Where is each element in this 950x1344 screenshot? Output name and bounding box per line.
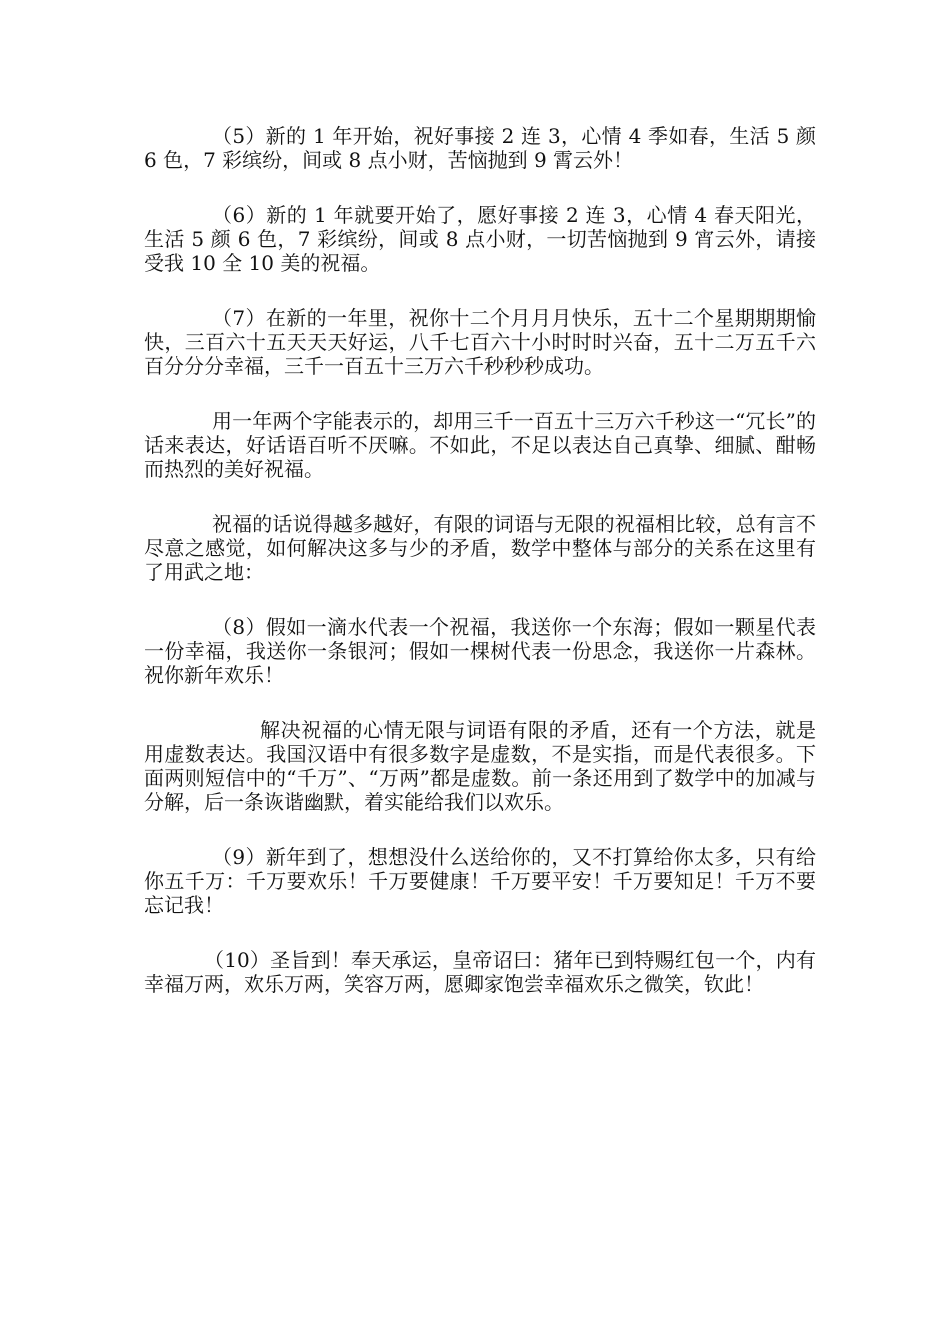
paragraph-7: （7）在新的一年里，祝你十二个月月月快乐，五十二个星期期期愉快，三百六十五天天天好运，八千七百六十小时时时兴奋，五十二万五千六百分分分幸福，三千一百五十三万六千秒秒秒成功。 (144, 306, 816, 378)
paragraph-9: （9）新年到了，想想没什么送给你的，又不打算给你太多，只有给你五千万：千万要欢乐！千万要健康！千万要平安！千万要知足！千万不要忘记我！ (144, 845, 816, 917)
paragraph-commentary-3: 解决祝福的心情无限与词语有限的矛盾，还有一个方法，就是用虚数表达。我国汉语中有很多数字是虚数，不是实指，而是代表很多。下面两则短信中的“千万”、“万两”都是虚数。前一条还用到了数学中的加减与分解，后一条诙谐幽默，着实能给我们以欢乐。 (144, 718, 816, 814)
paragraph-commentary-1: 用一年两个字能表示的，却用三千一百五十三万六千秒这一“冗长”的话来表达，好话语百听不厌嘛。不如此，不足以表达自己真挚、细腻、酣畅而热烈的美好祝福。 (144, 409, 816, 481)
paragraph-10: （10）圣旨到！奉天承运，皇帝诏曰：猪年已到特赐红包一个，内有幸福万两，欢乐万两，笑容万两，愿卿家饱尝幸福欢乐之微笑，钦此！ (144, 948, 816, 996)
document-body (144, 124, 816, 1027)
paragraph-commentary-2: 祝福的话说得越多越好，有限的词语与无限的祝福相比较，总有言不尽意之感觉，如何解决这多与少的矛盾，数学中整体与部分的关系在这里有了用武之地： (144, 512, 816, 584)
paragraph-5: （5）新的 1 年开始，祝好事接 2 连 3，心情 4 季如春，生活 5 颜 6 色，7 彩缤纷，间或 8 点小财，苦恼抛到 9 霄云外！ (144, 124, 816, 172)
paragraph-8: （8）假如一滴水代表一个祝福，我送你一个东海；假如一颗星代表一份幸福，我送你一条银河；假如一棵树代表一份思念，我送你一片森林。祝你新年欢乐！ (144, 615, 816, 687)
paragraph-6: （6）新的 1 年就要开始了，愿好事接 2 连 3，心情 4 春天阳光，生活 5 颜 6 色，7 彩缤纷，间或 8 点小财，一切苦恼抛到 9 宵云外，请接受我 10 全 10 美的祝福。 (144, 203, 816, 275)
